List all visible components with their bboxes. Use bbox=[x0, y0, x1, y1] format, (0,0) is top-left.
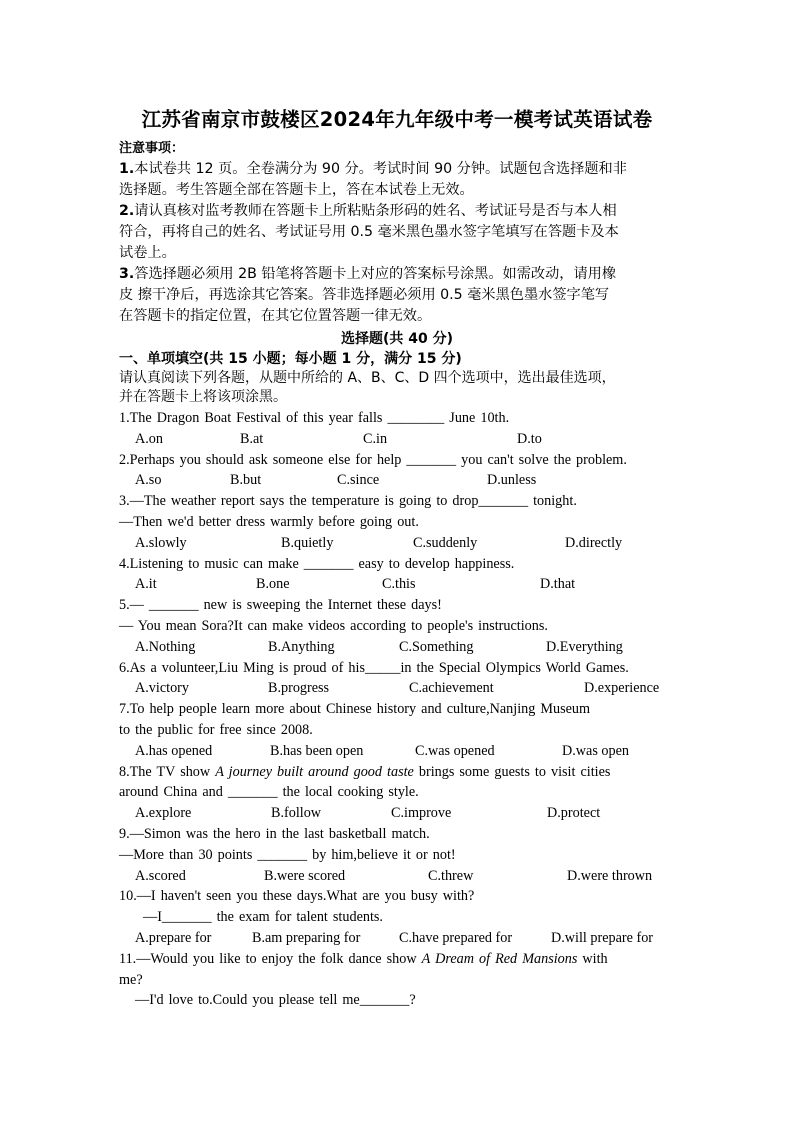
option-a: A.prepare for bbox=[135, 929, 212, 946]
note-3-line-2: 皮 擦干净后，再选涂其它答案。答非选择题必须用 0.5 毫米黑色墨水签字笔写 bbox=[119, 287, 610, 303]
option-a: A.victory bbox=[135, 680, 189, 697]
note-2-number: 2. bbox=[119, 203, 135, 219]
show-title: A journey built around good taste bbox=[215, 763, 414, 780]
option-c: C.suddenly bbox=[413, 534, 478, 551]
question-5-options bbox=[119, 637, 675, 658]
question-3-line-1: 3.—The weather report says the temperature is going to drop_______ tonight. bbox=[119, 493, 577, 510]
note-1-line-1 bbox=[119, 159, 679, 180]
question-1: 1.The Dragon Boat Festival of this year falls ________ June 10th. bbox=[119, 410, 510, 426]
question-8-stem: 8.The TV show bbox=[119, 763, 216, 780]
note-3-line-1 bbox=[119, 264, 679, 285]
option-a: A.slowly bbox=[135, 534, 187, 551]
question-10-line-1: 10.—I haven't seen you these days.What are you busy with? bbox=[119, 888, 475, 905]
note-2-line-2: 符合，再将自己的姓名、考试证号用 0.5 毫米黑色墨水签字笔填写在答题卡及本 bbox=[119, 224, 619, 240]
option-c: C.since bbox=[337, 472, 380, 489]
question-3-line-2: —Then we'd better dress warmly before going out. bbox=[119, 513, 419, 530]
option-c: C.in bbox=[363, 430, 388, 447]
option-a: A.scored bbox=[135, 867, 186, 884]
option-b: B.Anything bbox=[268, 638, 335, 655]
part-1-title: 一、单项填空(共 15 小题；每小题 1 分，满分 15 分) bbox=[119, 351, 462, 367]
question-11-stem-end: with bbox=[577, 950, 608, 967]
option-d: D.will prepare for bbox=[551, 929, 654, 946]
question-4: 4.Listening to music can make _______ easy to develop happiness. bbox=[119, 555, 515, 572]
question-7-line-1: 7.To help people learn more about Chinese history and culture,Nanjing Museum bbox=[119, 701, 591, 718]
instructions-line-2: 并在答题卡上将该项涂黑。 bbox=[119, 389, 287, 405]
question-2-options bbox=[119, 470, 675, 491]
question-11-stem: 11.—Would you like to enjoy the folk dance show bbox=[119, 950, 422, 967]
option-c: C.was opened bbox=[415, 742, 495, 759]
option-d: D.experience bbox=[584, 680, 660, 697]
option-a: A.it bbox=[135, 576, 157, 593]
option-c: C.improve bbox=[391, 805, 452, 822]
option-c: C.Something bbox=[399, 638, 474, 655]
question-9-line-1: 9.—Simon was the hero in the last basketball match. bbox=[119, 825, 430, 842]
option-c: C.this bbox=[382, 576, 416, 593]
option-a: A.on bbox=[135, 430, 163, 447]
option-c: C.threw bbox=[428, 867, 474, 884]
question-5-line-2: — You mean Sora?It can make videos according to people's instructions. bbox=[119, 617, 548, 634]
option-c: C.have prepared for bbox=[399, 929, 513, 946]
question-8-line-2: around China and _______ the local cooking style. bbox=[119, 784, 419, 801]
section-title: 选择题(共 40 分) bbox=[340, 331, 454, 347]
question-11-line-2: me? bbox=[119, 971, 143, 988]
note-1-line-2: 选择题。考生答题全部在答题卡上，答在本试卷上无效。 bbox=[119, 182, 474, 198]
option-d: D.were thrown bbox=[567, 867, 653, 884]
option-b: B.quietly bbox=[281, 534, 334, 551]
question-5-line-1: 5.— _______ new is sweeping the Internet these days! bbox=[119, 597, 442, 614]
note-2-text: 请认真核对监考教师在答题卡上所粘贴条形码的姓名、考试证号是否与本人相 bbox=[134, 203, 617, 219]
question-7-options bbox=[119, 741, 675, 762]
note-3-line-3: 在答题卡的指定位置，在其它位置答题一律无效。 bbox=[119, 308, 432, 324]
option-b: B.am preparing for bbox=[252, 929, 361, 946]
note-1-text: 本试卷共 12 页。全卷满分为 90 分。考试时间 90 分钟。试题包含选择题和非 bbox=[134, 161, 627, 177]
question-11-line-1 bbox=[119, 949, 675, 970]
question-2: 2.Perhaps you should ask someone else for help _______ you can't solve the problem. bbox=[119, 451, 627, 468]
question-6-options bbox=[119, 678, 675, 699]
question-3-options bbox=[119, 533, 675, 554]
option-d: D.protect bbox=[547, 805, 601, 822]
option-a: A.explore bbox=[135, 805, 192, 822]
question-1-options bbox=[119, 429, 675, 450]
question-list bbox=[119, 408, 675, 1011]
question-11-line-3: —I'd love to.Could you please tell me_______? bbox=[135, 992, 416, 1009]
option-b: B.were scored bbox=[264, 867, 346, 884]
question-8-line-1 bbox=[119, 762, 675, 783]
option-d: D.directly bbox=[565, 534, 623, 551]
instructions bbox=[119, 369, 679, 407]
question-6: 6.As a volunteer,Liu Ming is proud of his_____in the Special Olympics World Games. bbox=[119, 659, 629, 676]
question-8-options bbox=[119, 803, 675, 824]
note-3-text: 答选择题必须用 2B 铅笔将答题卡上对应的答案标号涂黑。如需改动，请用橡 bbox=[134, 266, 617, 282]
option-b: B.has been open bbox=[270, 742, 364, 759]
option-b: B.one bbox=[256, 576, 290, 593]
question-10-line-2: —I_______ the exam for talent students. bbox=[143, 909, 383, 926]
note-3-number: 3. bbox=[119, 266, 135, 282]
instructions-line-1: 请认真阅读下列各题，从题中所给的 A、B、C、D 四个选项中，选出最佳选项， bbox=[119, 370, 616, 386]
notes-section bbox=[119, 138, 679, 327]
option-c: C.achievement bbox=[409, 680, 494, 697]
question-10-options bbox=[119, 928, 675, 949]
note-2-line-3: 试卷上。 bbox=[119, 245, 176, 261]
question-7-line-2: to the public for free since 2008. bbox=[119, 721, 313, 738]
question-8-stem-end: brings some guests to visit cities bbox=[413, 763, 611, 780]
option-d: D.unless bbox=[487, 472, 537, 489]
note-1-number: 1. bbox=[119, 161, 135, 177]
option-a: A.so bbox=[135, 472, 162, 489]
note-2-line-1 bbox=[119, 201, 679, 222]
option-d: D.was open bbox=[562, 742, 629, 759]
option-b: B.at bbox=[240, 430, 264, 447]
option-d: D.that bbox=[540, 576, 576, 593]
question-4-options bbox=[119, 574, 675, 595]
option-a: A.has opened bbox=[135, 742, 213, 759]
option-d: D.Everything bbox=[546, 638, 623, 655]
option-b: B.progress bbox=[268, 680, 330, 697]
exam-title: 江苏省南京市鼓楼区2024年九年级中考一模考试英语试卷 bbox=[141, 108, 653, 131]
option-a: A.Nothing bbox=[135, 638, 196, 655]
question-9-line-2: —More than 30 points _______ by him,believe it or not! bbox=[119, 846, 456, 863]
question-9-options bbox=[119, 866, 675, 887]
option-b: B.but bbox=[230, 472, 262, 489]
notes-heading: 注意事项： bbox=[119, 141, 185, 156]
show-title: A Dream of Red Mansions bbox=[421, 950, 578, 967]
option-d: D.to bbox=[517, 430, 542, 447]
option-b: B.follow bbox=[271, 805, 322, 822]
